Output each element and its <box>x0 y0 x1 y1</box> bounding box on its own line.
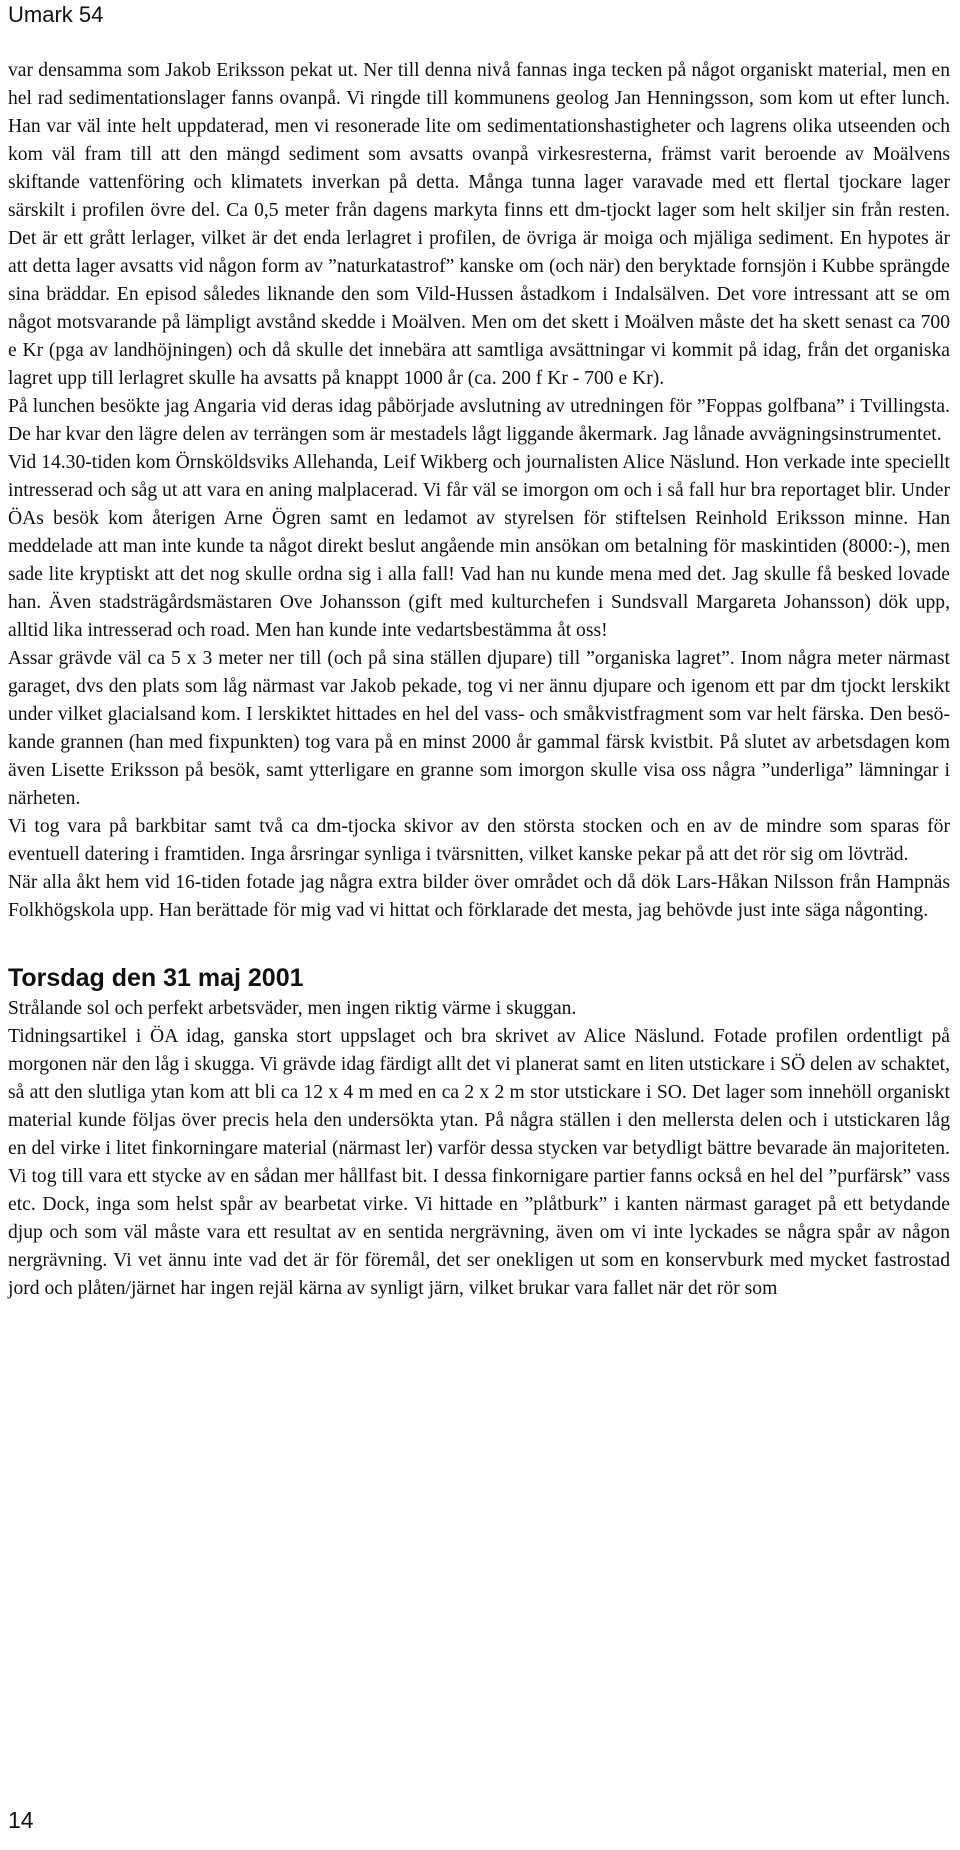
paragraph: Assar grävde väl ca 5 x 3 meter ner till (och på sina ställen djupare) till ”organiska lagret”. Inom några meter närmast garaget, dvs den plats som låg närmast var Jakob pekade, tog vi ner ännu djupare och igenom ett par dm tjockt lerskikt under vilket glacialsand kom. I lerskiktet hittades en hel del vass- och småkvistfragment som var helt färska. Den besökande grannen (han med fixpunkten) tog vara på en minst 2000 år gammal färsk kvistbit. På slutet av arbetsdagen kom även Lisette Eriksson på besök, samt ytterligare en granne som imorgon skulle visa oss några ”underliga” lämningar i närheten. <box>8 648 950 809</box>
page-number: 14 <box>8 1807 34 1833</box>
paragraph: När alla åkt hem vid 16-tiden fotade jag några extra bilder över området och då dök Lars-Håkan Nilsson från Hampnäs Folkhögskola upp. Han berättade för mig vad vi hittat och förklarade det mesta, jag behövde just inte säga någonting. <box>8 872 950 921</box>
section-heading: Torsdag den 31 maj 2001 <box>8 964 304 992</box>
paragraph: Vid 14.30-tiden kom Örnsköldsviks Allehanda, Leif Wikberg och journalisten Alice Näslund. Hon verkade inte speciellt intresserad och såg ut att vara en aning malplacerad. Vi får väl se imorgon om och i så fall hur bra reportaget blir. Under ÖAs besök kom återigen Arne Ögren samt en ledamot av styrelsen för stiftelsen Reinhold Eriksson minne. Han meddelade att man inte kunde ta något direkt beslut angående min ansökan om betalning för maskintiden (8000:-), men sade lite kryptiskt att det nog skulle ordna sig i alla fall! Vad han nu kunde mena med det. Jag skulle få besked lovade han. Även stadsträgårdsmästaren Ove Johansson (gift med kulturchefen i Sundsvall Margareta Johansson) dök upp, alltid lika intresserad och road. Men han kunde inte vedartsbestämma åt oss! <box>8 452 950 641</box>
paragraph: Vi tog vara på barkbitar samt två ca dm-tjocka skivor av den största stocken och en av de mindre som sparas för eventuell datering i framtiden. Inga årsringar synliga i tvärsnitten, vilket kanske pekar på att det rör sig om lövträd. <box>8 816 950 865</box>
paragraph: var densamma som Jakob Eriksson pekat ut. Ner till denna nivå fannas inga tecken på något organiskt material, men en hel rad sedimentationslager fanns ovanpå. Vi ringde till kommunens geolog Jan Henningsson, som kom ut efter lunch. Han var väl inte helt uppdaterad, men vi resonerade lite om sedimentationshastigheter och lagrens olika utseenden och kom väl fram till att den mängd sediment som avsatts ovanpå virkesresterna, främst varit beroende av Moälvens skiftande vattenföring och klimatets inverkan på detta. Många tunna lager varavade med ett flertal tjockare lager särskilt i profilen övre del. Ca 0,5 meter från dagens markyta finns ett dm-tjockt lager som helt skiljer sin från resten. Det är ett grått lerlager, vilket är det enda lerlagret i profilen, de övriga är moiga och mjäliga sediment. En hypotes är att detta lager avsatts vid någon form av ”naturkatastrof” kanske om (och när) den beryktade fornsjön i Kubbe sprängde sina bräddar. En episod således liknande den som Vild-Hussen åstadkom i Indalsälven. Det vore intressant att se om något motsvarande på lämpligt avstånd skedde i Moälven. Men om det skett i Moälven måste det ha skett senast ca 700 e Kr (pga av landhöjningen) och då skulle det innebära att samtliga avsättningar vi kommit på idag, från det organiska lagret upp till lerlagret skulle ha avsatts på knappt 1000 år (ca. 200 f Kr - 700 e Kr). <box>8 60 950 389</box>
running-head: Umark 54 <box>8 2 104 27</box>
paragraph: Tidningsartikel i ÖA idag, ganska stort uppslaget och bra skrivet av Alice Näslund. Fotade profilen ordentligt på morgonen när den låg i skugga. Vi grävde idag färdigt allt det vi planerat samt en liten utstickare i SÖ delen av schaktet, så att den slutliga ytan kom att bli ca 12 x 4 m med en ca 2 x 2 m stor utstickare i SO. Det lager som innehöll organiskt material kunde följas över precis hela den undersökta ytan. På några ställen i den mellersta delen och i utstickaren låg en del virke i litet finkorningare material (närmast ler) varför dessa stycken var betydligt bättre bevarade än majoriteten. Vi tog till vara ett stycke av en sådan mer hållfast bit. I dessa finkornigare partier fanns också en hel del ”purfärsk” vass etc. Dock, inga som helst spår av bearbetat virke. Vi hittade en ”plåtburk” i kanten närmast garaget på ett betydande djup och som väl måste vara ett resultat av en sentida nergrävning, även om vi inte lyckades se några spår av någon nergrävning. Vi vet ännu inte vad det är för föremål, det ser onekligen ut som en konservburk med mycket fastrostad jord och plåten/järnet har ingen rejäl kärna av synligt järn, vilket brukar vara fallet när det rör som <box>8 1026 950 1299</box>
paragraph: På lunchen besökte jag Angaria vid deras idag påbörjade avslutning av utredningen för ”Foppas golfbana” i Tvillingsta. De har kvar den lägre delen av terrängen som är mestadels lågt liggande åkermark. Jag lånade avvägningsinstrumentet. <box>8 396 950 445</box>
page-body <box>8 57 950 1303</box>
paragraph: Strålande sol och perfekt arbetsväder, men ingen riktig värme i skuggan. <box>8 998 577 1019</box>
